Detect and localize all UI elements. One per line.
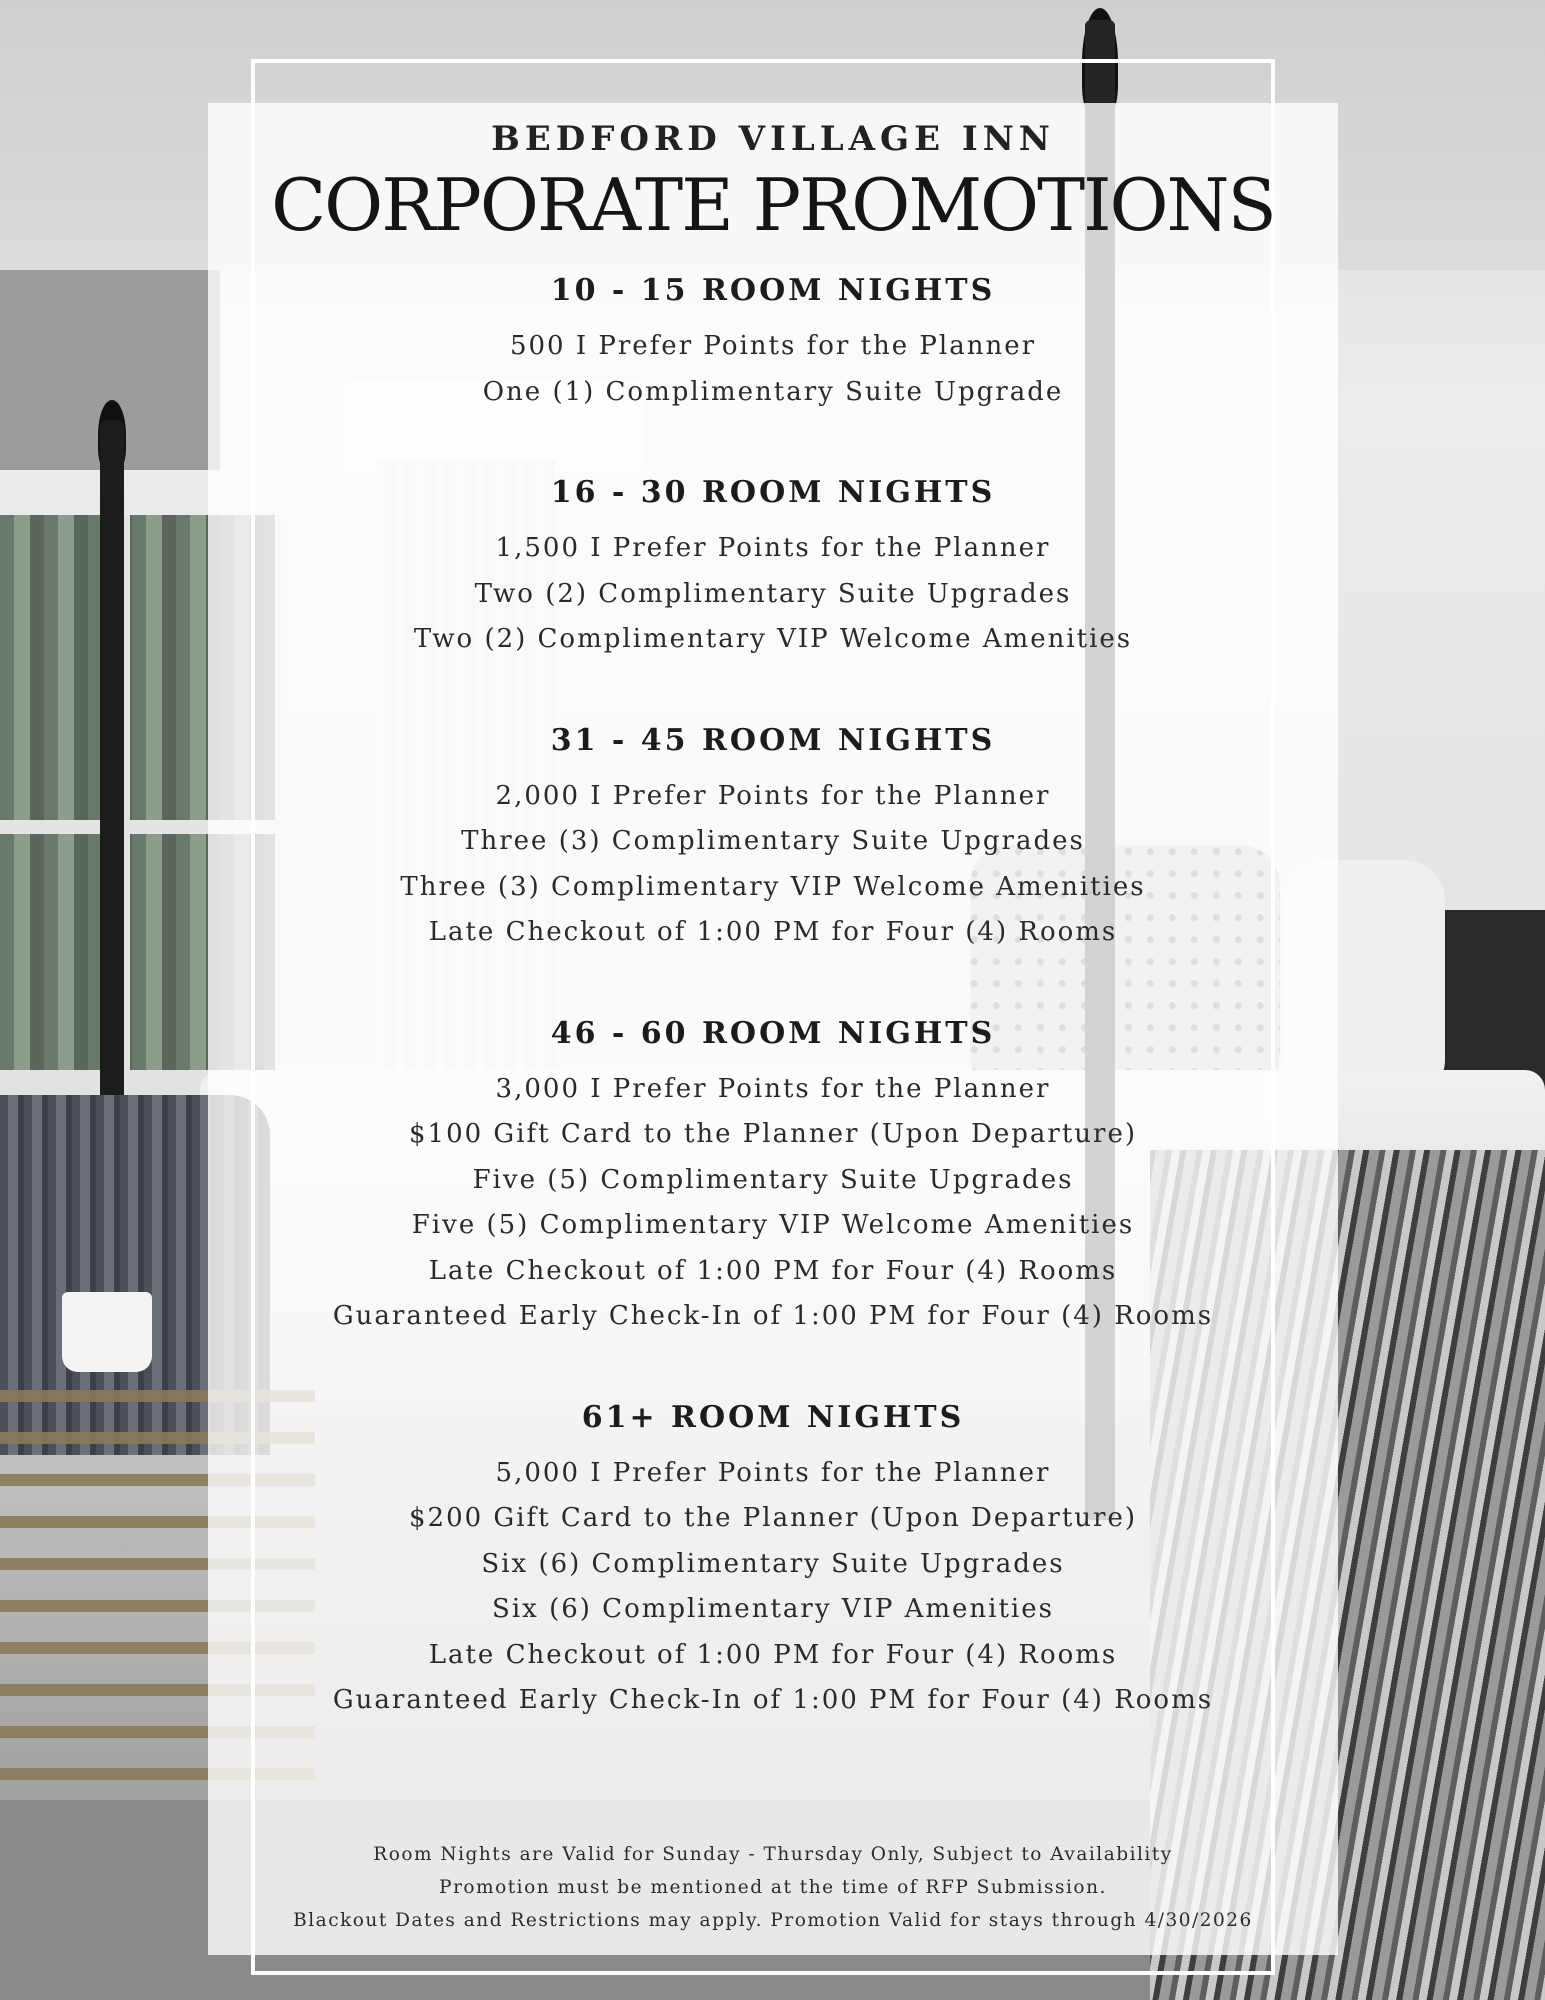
promotion-content xyxy=(208,103,1338,1784)
tier-benefits xyxy=(208,1451,1338,1724)
tier-benefits xyxy=(208,526,1338,663)
benefit-item: Six (6) Complimentary VIP Amenities xyxy=(492,1594,1054,1624)
terms-footer xyxy=(208,1838,1338,1937)
benefit-item: Two (2) Complimentary Suite Upgrades xyxy=(474,578,1072,609)
tier-heading: 10 - 15 ROOM NIGHTS xyxy=(550,273,996,308)
benefit-item: 3,000 I Prefer Points for the Planner xyxy=(495,1073,1051,1104)
benefit-item: $100 Gift Card to the Planner (Upon Departure) xyxy=(409,1119,1137,1149)
benefit-item: Five (5) Complimentary Suite Upgrades xyxy=(472,1164,1074,1195)
tier-heading: 46 - 60 ROOM NIGHTS xyxy=(550,1015,996,1051)
tier-10-15 xyxy=(208,273,1338,415)
benefit-item: Late Checkout of 1:00 PM for Four (4) Rooms xyxy=(428,917,1118,947)
benefit-item: Three (3) Complimentary Suite Upgrades xyxy=(461,826,1085,856)
tier-benefits xyxy=(208,1067,1338,1340)
bg-mug xyxy=(62,1292,152,1372)
tier-heading: 16 - 30 ROOM NIGHTS xyxy=(550,475,996,510)
benefit-item: Guaranteed Early Check-In of 1:00 PM for Four (4) Rooms xyxy=(332,1685,1214,1715)
tier-61-plus xyxy=(208,1400,1338,1724)
tier-heading: 61+ ROOM NIGHTS xyxy=(581,1399,965,1435)
benefit-item: Two (2) Complimentary VIP Welcome Amenities xyxy=(413,624,1133,654)
benefit-item: Six (6) Complimentary Suite Upgrades xyxy=(481,1548,1065,1579)
benefit-item: Late Checkout of 1:00 PM for Four (4) Rooms xyxy=(428,1639,1118,1670)
benefit-item: One (1) Complimentary Suite Upgrade xyxy=(482,376,1064,407)
terms-line: Promotion must be mentioned at the time of RFP Submission. xyxy=(439,1877,1107,1898)
inn-name: BEDFORD VILLAGE INN xyxy=(491,119,1055,159)
benefit-item: $200 Gift Card to the Planner (Upon Departure) xyxy=(409,1503,1137,1533)
benefit-item: 5,000 I Prefer Points for the Planner xyxy=(495,1457,1051,1488)
bg-bedpost xyxy=(100,420,124,1100)
benefit-item: 1,500 I Prefer Points for the Planner xyxy=(495,533,1051,563)
benefit-item: Three (3) Complimentary VIP Welcome Amenities xyxy=(400,871,1146,902)
tier-31-45 xyxy=(208,723,1338,956)
tier-benefits xyxy=(208,324,1338,415)
benefit-item: Five (5) Complimentary VIP Welcome Amenities xyxy=(411,1210,1135,1240)
benefit-item: Guaranteed Early Check-In of 1:00 PM for Four (4) Rooms xyxy=(332,1301,1214,1331)
benefit-item: Late Checkout of 1:00 PM for Four (4) Rooms xyxy=(428,1255,1118,1286)
tier-16-30 xyxy=(208,475,1338,663)
tier-benefits xyxy=(208,774,1338,956)
page-title: CORPORATE PROMOTIONS xyxy=(271,163,1275,247)
terms-line: Blackout Dates and Restrictions may apply. Promotion Valid for stays through 4/30/2026 xyxy=(293,1910,1253,1931)
benefit-item: 2,000 I Prefer Points for the Planner xyxy=(495,780,1051,811)
terms-line: Room Nights are Valid for Sunday - Thursday Only, Subject to Availability xyxy=(373,1844,1173,1865)
tier-heading: 31 - 45 ROOM NIGHTS xyxy=(550,722,996,758)
benefit-item: 500 I Prefer Points for the Planner xyxy=(509,331,1037,361)
tier-46-60 xyxy=(208,1016,1338,1340)
tier-list xyxy=(208,273,1338,1724)
